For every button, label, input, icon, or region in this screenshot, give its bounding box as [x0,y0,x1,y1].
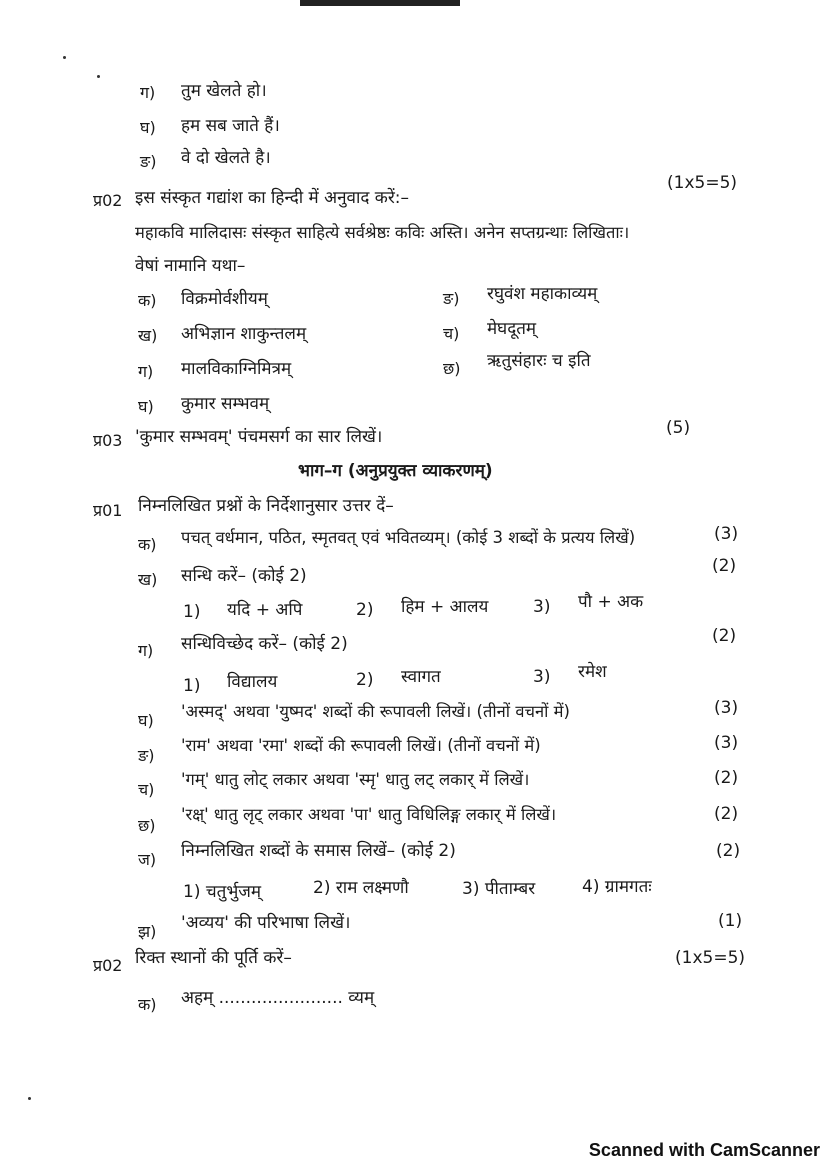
item-text: 'रक्ष्' धातु लृट् लकार अथवा 'पा' धातु विधिलिङ्ग लकार् में लिखें। [181,805,557,824]
work-title: विक्रमोर्वशीयम् [181,289,268,309]
item-label: छ) [443,359,461,378]
marks: (5) [666,418,691,438]
marks: (1) [718,911,743,931]
work-title: मालविकाग्निमित्रम् [181,359,292,379]
item-text: सन्धिविच्छेद करें– (कोई 2) [181,634,348,654]
scanner-watermark: Scanned with CamScanner [588,1140,820,1160]
item-label: ङ) [443,289,460,308]
item-label: घ) [138,397,154,416]
item-text: 'अव्यय' की परिभाषा लिखें। [181,913,351,933]
item-label: च) [138,780,155,799]
work-title: रघुवंश महाकाव्यम् [487,284,598,304]
option-text: रमेश [578,662,607,682]
question-number: प्र03 [93,431,123,450]
scan-speck [97,75,100,78]
item-text: तुम खेलते हो। [181,81,267,101]
marks: (1x5=5) [667,173,738,193]
item-label: ङ) [140,152,157,171]
item-text: 'राम' अथवा 'रमा' शब्दों की रूपावली लिखें। (तीनों वचनों में) [181,736,541,755]
item-label: झ) [138,922,157,941]
question-number: प्र02 [93,956,123,975]
option-text: हिम + आलय [401,597,489,617]
marks: (3) [714,524,739,544]
item-label: क) [138,995,157,1014]
option-text: विद्यालय [227,672,278,692]
item-label: ग) [138,641,154,660]
item-text: 'गम्' धातु लोट् लकार अथवा 'स्मृ' धातु लट् लकार् में लिखें। [181,770,530,789]
marks: (2) [712,626,737,646]
item-label: ग) [138,362,154,381]
option-text: 1) चतुर्भुजम् [183,882,262,902]
option-text: स्वागत [401,667,441,687]
question-title: निम्नलिखित प्रश्नों के निर्देशानुसार उत्तर दें– [138,496,394,516]
question-number: प्र01 [93,501,123,520]
option-text: 2) राम लक्ष्मणौ [313,878,409,898]
passage-line: वेषां नामानि यथा– [135,256,246,276]
item-label: ज) [138,850,157,869]
marks: (3) [714,733,739,753]
item-label: ग) [140,83,156,102]
option-number: 1) [183,602,201,622]
scan-speck [63,56,66,59]
marks: (2) [716,841,741,861]
item-text: 'अस्मद्' अथवा 'युष्मद' शब्दों की रूपावली लिखें। (तीनों वचनों में) [181,702,570,721]
question-text: 'कुमार सम्भवम्' पंचमसर्ग का सार लिखें। [135,427,383,447]
option-number: 2) [356,600,374,620]
option-text: पौ + अक [578,592,644,612]
work-title: मेघदूतम् [487,319,537,339]
marks: (2) [712,556,737,576]
option-text: यदि + अपि [227,600,303,620]
scan-edge-mark [300,0,460,6]
item-label: च) [443,324,460,343]
fill-blank-text: अहम् ....................... व्यम् [181,988,375,1008]
section-heading: भाग–ग (अनुप्रयुक्त व्याकरणम्) [298,461,493,481]
option-number: 2) [356,670,374,690]
question-title: इस संस्कृत गद्यांश का हिन्दी में अनुवाद करें:– [135,188,410,208]
item-text: हम सब जाते हैं। [181,116,280,136]
option-text: 3) पीताम्बर [462,879,536,899]
item-label: छ) [138,816,156,835]
item-label: ख) [138,570,158,589]
option-number: 3) [533,597,551,617]
option-number: 1) [183,676,201,696]
question-title: रिक्त स्थानों की पूर्ति करें– [135,948,292,968]
work-title: कुमार सम्भवम् [181,394,270,414]
marks: (2) [714,768,739,788]
item-text: पचत् वर्धमान, पठित, स्मृतवत् एवं भवितव्यम्। (कोई 3 शब्दों के प्रत्यय लिखें) [181,528,636,547]
marks: (2) [714,804,739,824]
marks: (1x5=5) [675,948,746,968]
work-title: ऋतुसंहारः च इति [487,351,591,371]
question-number: प्र02 [93,191,123,210]
work-title: अभिज्ञान शाकुन्तलम् [181,324,307,344]
item-label: ङ) [138,746,155,765]
option-text: 4) ग्रामगतः [582,877,652,897]
marks: (3) [714,698,739,718]
option-number: 3) [533,667,551,687]
passage-line: महाकवि मालिदासः संस्कृत साहित्ये सर्वश्रेष्ठः कविः अस्ति। अनेन सप्तग्रन्थाः लिखिताः। [135,223,630,242]
item-text: वे दो खेलते है। [181,148,271,168]
item-label: क) [138,291,157,310]
item-label: ख) [138,326,158,345]
scan-speck [28,1097,31,1100]
item-text: सन्धि करें– (कोई 2) [181,566,307,586]
item-label: घ) [140,118,156,137]
item-label: क) [138,535,157,554]
item-text: निम्नलिखित शब्दों के समास लिखें– (कोई 2) [181,841,456,861]
item-label: घ) [138,711,154,730]
